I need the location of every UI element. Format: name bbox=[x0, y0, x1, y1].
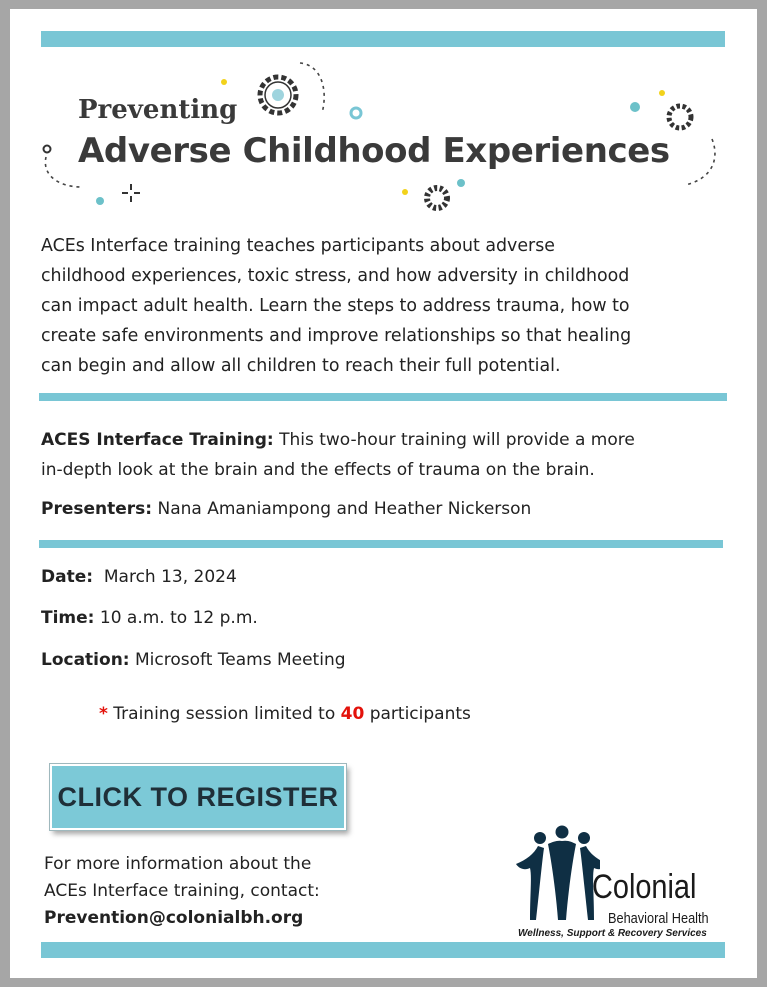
section-divider bbox=[39, 393, 727, 401]
dot-teal bbox=[96, 197, 104, 205]
training-label: ACES Interface Training: bbox=[41, 430, 274, 450]
page-title: Adverse Childhood Experiences bbox=[78, 131, 670, 171]
time-row: Time: 10 a.m. to 12 p.m. bbox=[41, 608, 258, 628]
date-label: Date bbox=[41, 567, 87, 587]
ring-dark bbox=[44, 146, 51, 153]
ring-teal bbox=[351, 108, 361, 118]
asterisk: * bbox=[99, 704, 108, 724]
gear-icon bbox=[427, 188, 447, 208]
location-label: Location bbox=[41, 650, 123, 670]
gear-icon bbox=[260, 77, 296, 113]
colonial-logo bbox=[510, 824, 730, 944]
section-divider bbox=[39, 540, 723, 548]
people-figures-icon bbox=[510, 824, 600, 924]
contact-line: ACEs Interface training, contact: bbox=[44, 881, 320, 901]
date-row: Date: March 13, 2024 bbox=[41, 567, 237, 587]
intro-line: ACEs Interface training teaches participants about adverse bbox=[41, 236, 555, 256]
participant-limit bbox=[99, 699, 471, 729]
dot-yellow bbox=[659, 90, 665, 96]
flyer-page bbox=[10, 9, 757, 978]
dot-teal bbox=[457, 179, 465, 187]
time-value: 10 a.m. to 12 p.m. bbox=[99, 608, 258, 628]
register-button[interactable]: CLICK TO REGISTER bbox=[50, 764, 346, 830]
limit-text-end: participants bbox=[364, 704, 471, 724]
gear-icon bbox=[669, 106, 691, 128]
logo-tagline: Wellness, Support & Recovery Services bbox=[518, 928, 707, 939]
contact-info bbox=[44, 851, 320, 932]
location-value: Microsoft Teams Meeting bbox=[135, 650, 346, 670]
sparkle-icon bbox=[122, 184, 140, 202]
presenters-label: Presenters: bbox=[41, 499, 153, 519]
date-value: March 13, 2024 bbox=[103, 567, 237, 587]
location-row: Location: Microsoft Teams Meeting bbox=[41, 650, 346, 670]
dot-teal bbox=[630, 102, 640, 112]
time-label: Time bbox=[41, 608, 88, 628]
presenters bbox=[41, 494, 531, 524]
logo-subtitle: Behavioral Health bbox=[608, 910, 709, 927]
intro-line: childhood experiences, toxic stress, and how adversity in childhood bbox=[41, 266, 630, 286]
presenters-value: Nana Amaniampong and Heather Nickerson bbox=[152, 499, 532, 519]
contact-line: For more information about the bbox=[44, 854, 312, 874]
bottom-accent-bar bbox=[41, 942, 725, 958]
intro-paragraph bbox=[41, 231, 741, 381]
dashed-arc-left bbox=[45, 157, 82, 187]
dashed-arc-right bbox=[685, 139, 715, 185]
training-description bbox=[41, 425, 741, 485]
contact-email-link[interactable]: Prevention@colonialbh.org bbox=[44, 908, 304, 928]
dashed-arc-top bbox=[300, 63, 324, 113]
intro-line: create safe environments and improve relationships so that healing bbox=[41, 326, 632, 346]
intro-line: can begin and allow all children to reach their full potential. bbox=[41, 356, 561, 376]
training-text-cont: in-depth look at the brain and the effects of trauma on the brain. bbox=[41, 460, 595, 480]
intro-line: can impact adult health. Learn the steps to address trauma, how to bbox=[41, 296, 630, 316]
limit-text: Training session limited to bbox=[107, 704, 341, 724]
limit-number: 40 bbox=[340, 704, 365, 724]
dot-yellow bbox=[402, 189, 408, 195]
title-preventing: Preventing bbox=[78, 95, 238, 125]
dot-yellow bbox=[221, 79, 227, 85]
logo-name: Colonial bbox=[592, 868, 697, 906]
training-text: This two-hour training will provide a more bbox=[273, 430, 635, 450]
